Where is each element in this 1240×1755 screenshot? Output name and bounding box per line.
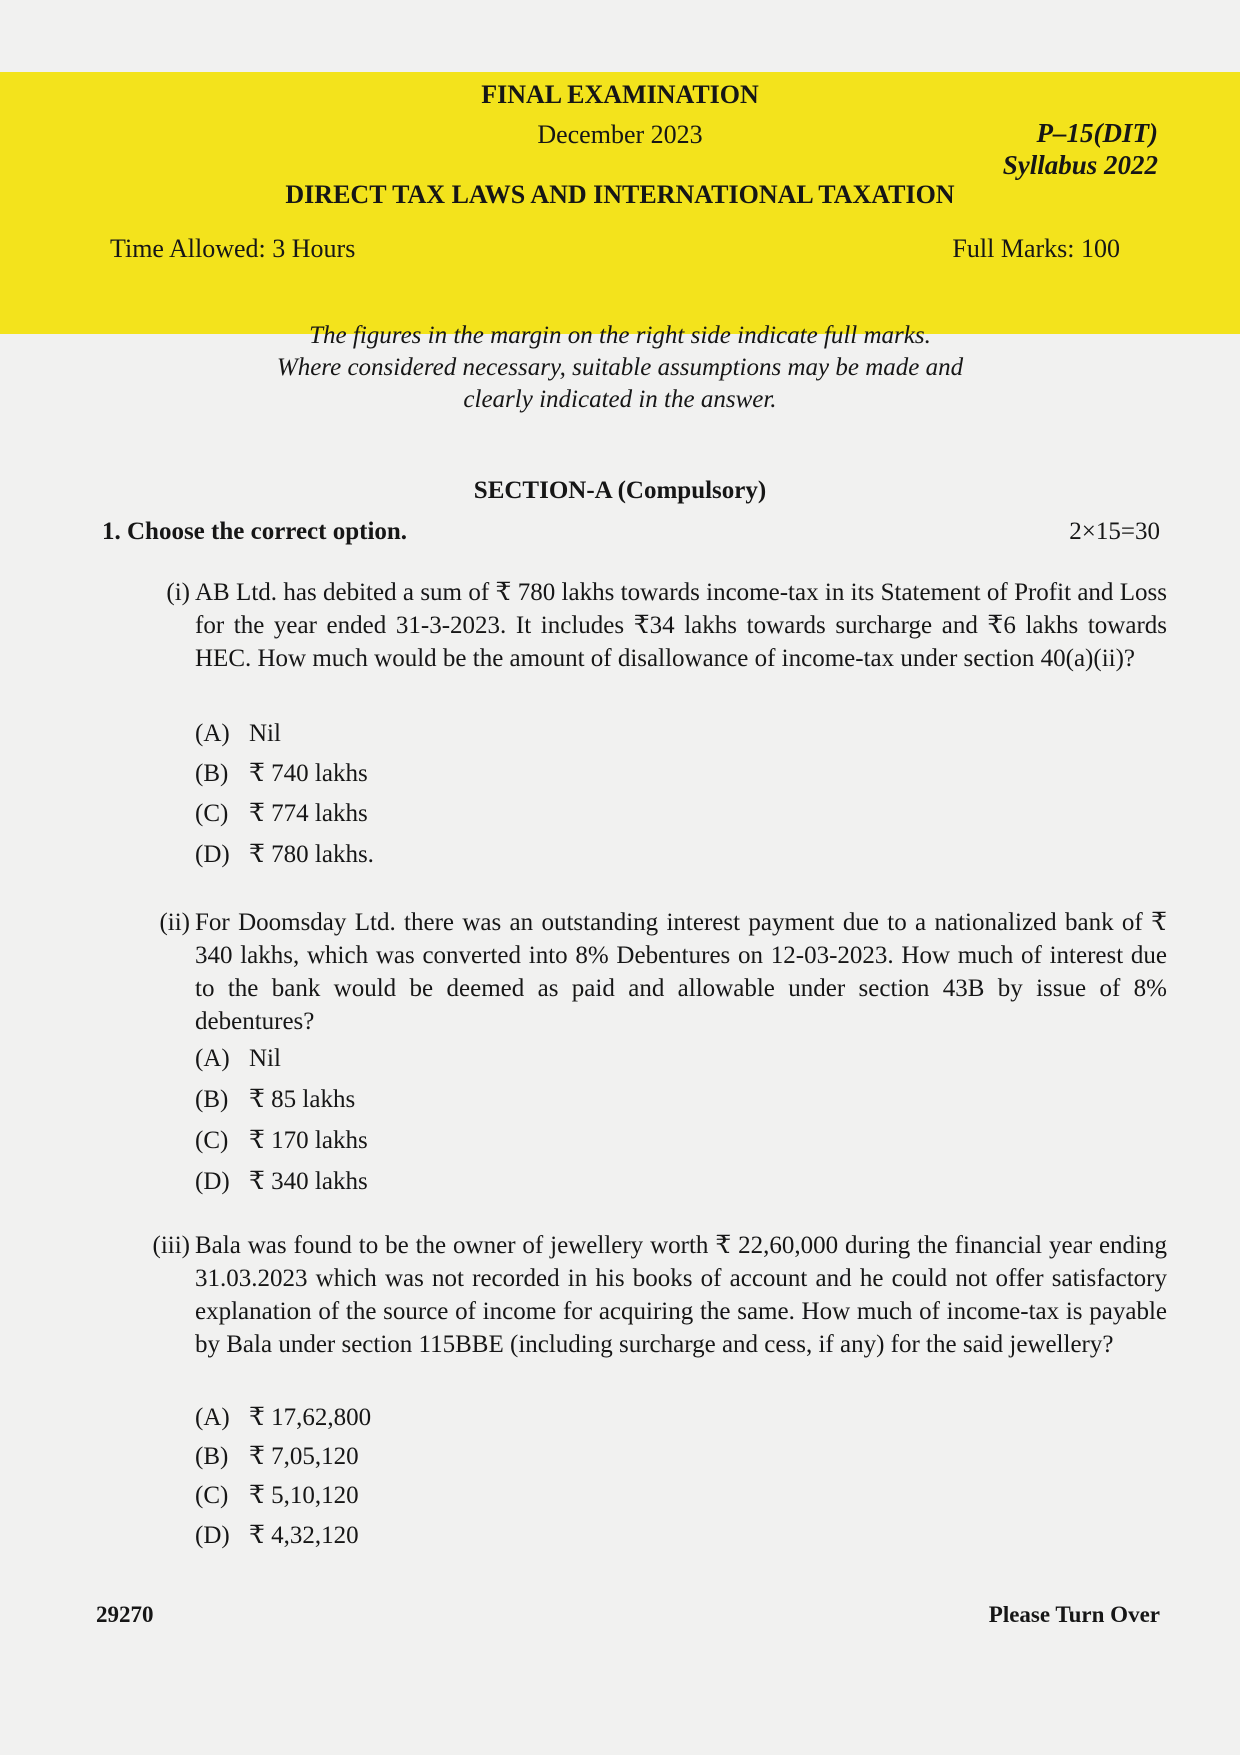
question-number: (ii) (159, 909, 190, 936)
option-text: ₹ 7,05,120 (249, 1443, 359, 1470)
option-a (195, 1044, 281, 1074)
option-c (195, 1481, 359, 1511)
exam-month: December 2023 (537, 120, 703, 149)
subject-title: DIRECT TAX LAWS AND INTERNATIONAL TAXATION (285, 180, 955, 209)
option-label: (C) (195, 800, 229, 827)
option-text: Nil (249, 720, 281, 747)
option-label: (D) (195, 1168, 230, 1195)
option-label: (A) (195, 720, 230, 747)
paper-id: 29270 (96, 1602, 154, 1627)
option-label: (D) (195, 841, 230, 868)
instruction-line: The figures in the margin on the right side indicate full marks. (309, 322, 931, 349)
option-label: (C) (195, 1482, 229, 1509)
option-text: ₹ 4,32,120 (249, 1522, 359, 1549)
instructions (0, 320, 1240, 416)
paper-code: P–15(DIT) (1036, 118, 1158, 148)
option-c (195, 1126, 368, 1156)
full-marks: Full Marks: 100 (952, 234, 1120, 263)
question-text: For Doomsday Ltd. there was an outstanding interest payment due to a nationalized bank of ₹ 340 lakhs, which was converted into 8% Debentures on 12-03-2023. How much of interest due to the bank would be deemed as paid and allowable under section 43B by issue of 8% debentures? (195, 909, 1167, 1035)
option-label: (B) (195, 1086, 229, 1113)
option-text: ₹ 85 lakhs (249, 1086, 356, 1113)
option-text: ₹ 780 lakhs. (249, 841, 374, 868)
option-c (195, 799, 368, 829)
option-text: ₹ 740 lakhs (249, 760, 368, 787)
question-text: AB Ltd. has debited a sum of ₹ 780 lakhs towards income-tax in its Statement of Profit and Loss for the year ended 31-3-2023. It includes ₹34 lakhs towards surcharge and ₹6 lakhs towards HEC. How much would be the amount of disallowance of income-tax under section 40(a)(ii)? (195, 579, 1167, 672)
question-text: Bala was found to be the owner of jewellery worth ₹ 22,60,000 during the financial year ending 31.03.2023 which was not recorded in his books of account and he could not offer satisfactory explanation of the source of income for acquiring the same. How much of income-tax is payable by Bala under section 115BBE (including surcharge and cess, if any) for the said jewellery? (195, 1232, 1167, 1358)
question-number: (i) (166, 579, 190, 606)
option-label: (A) (195, 1045, 230, 1072)
option-text: ₹ 170 lakhs (249, 1127, 368, 1154)
option-text: Nil (249, 1045, 281, 1072)
question-heading: 1. Choose the correct option. (102, 518, 408, 545)
question-marks: 2×15=30 (1069, 518, 1160, 545)
exam-title: FINAL EXAMINATION (481, 80, 759, 109)
option-text: ₹ 774 lakhs (249, 800, 368, 827)
option-label: (C) (195, 1127, 229, 1154)
option-b (195, 759, 368, 789)
option-text: ₹ 17,62,800 (249, 1404, 372, 1431)
option-label: (B) (195, 1443, 229, 1470)
instruction-line: Where considered necessary, suitable assumptions may be made and (276, 354, 964, 381)
time-allowed: Time Allowed: 3 Hours (110, 234, 356, 263)
option-b (195, 1442, 359, 1472)
option-a (195, 1403, 371, 1433)
option-d (195, 1521, 359, 1551)
option-label: (D) (195, 1522, 230, 1549)
option-d (195, 1167, 368, 1197)
option-b (195, 1085, 355, 1115)
turn-over-note: Please Turn Over (988, 1602, 1160, 1627)
syllabus-label: Syllabus 2022 (1002, 150, 1158, 180)
option-d (195, 840, 374, 870)
option-text: ₹ 340 lakhs (249, 1168, 368, 1195)
option-a (195, 719, 281, 749)
instruction-line: clearly indicated in the answer. (463, 386, 777, 413)
question-number: (iii) (152, 1232, 190, 1259)
section-title: SECTION-A (Compulsory) (473, 477, 767, 504)
option-text: ₹ 5,10,120 (249, 1482, 359, 1509)
option-label: (B) (195, 760, 229, 787)
option-label: (A) (195, 1404, 230, 1431)
